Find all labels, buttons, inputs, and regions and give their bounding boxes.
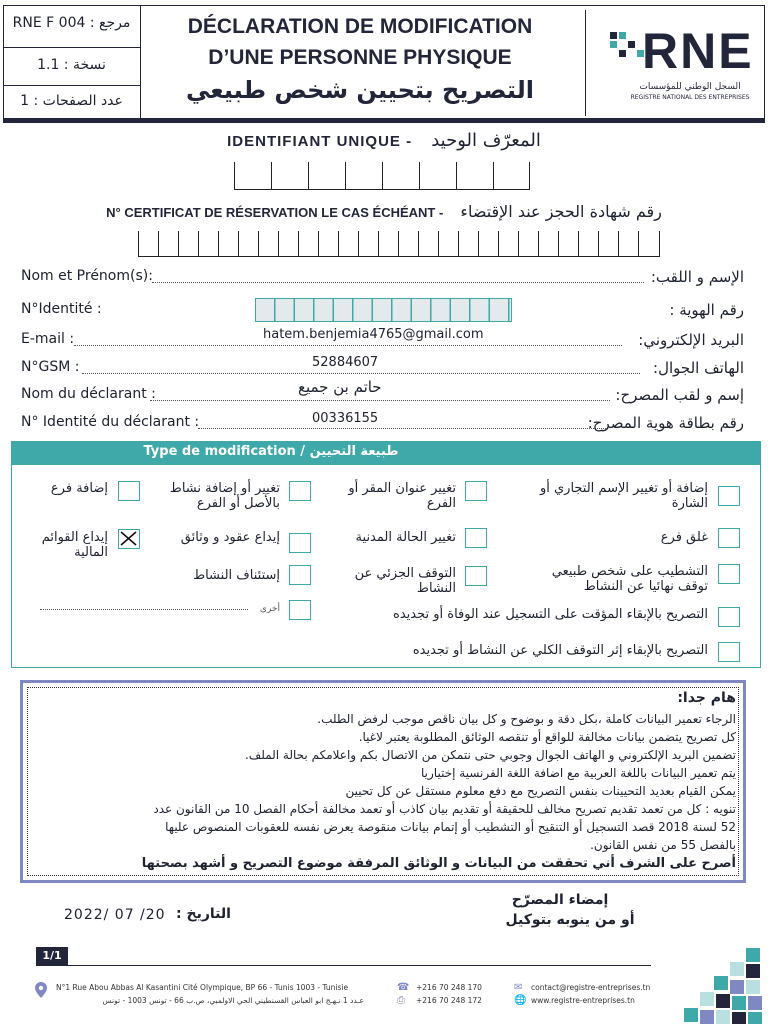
signature-line2: أو من ينوبه بتوكيل (505, 912, 635, 928)
identifiant-label-ar: المعرّف الوحيد (431, 130, 541, 151)
certificat-row (0, 202, 768, 221)
notice-line: بالفصل 55 من نفس القانون. (590, 838, 736, 852)
declarant-input[interactable] (150, 400, 610, 401)
modification-panel (11, 441, 761, 668)
logo-mosaic-icon (610, 32, 644, 62)
ref-version: نسخة : 1.1 (37, 57, 106, 73)
title-ar: التصريح بتحيين شخص طبيعي (186, 76, 534, 104)
header-bottom-bar (3, 118, 765, 123)
option-label: تغيير الحالة المدنية (355, 530, 456, 545)
option-label: التشطيب على شخص طبيعي توقف نهائيا عن النشاط (551, 564, 708, 594)
ref-pages: عدد الصفحات : 1 (20, 93, 123, 109)
declarant-value: حاتم بن جميع (298, 378, 382, 396)
logo-sub-fr: REGISTRE NATIONAL DES ENTREPRISES (630, 94, 750, 101)
notice-line: تضمين البريد الإلكتروني و الهاتف الجوال وجوبي حتى نتمكن من الاتصال بكم واعلامكم بحالة الملف. (244, 748, 736, 762)
gsm-value: 52884607 (312, 355, 379, 370)
footer-rule (36, 965, 651, 966)
identite-label-fr: N°Identité : (21, 301, 102, 317)
ref-box (3, 5, 141, 118)
notice-line: تنويه : كل من تعمد تقديم تصريح مخالف للحقيقة أو تقديم بيان كاذب أو تعمد مخالفة أحكام الفصل 10 من القانون عدد (153, 802, 736, 816)
identifiant-input[interactable] (234, 162, 530, 190)
location-pin-icon (35, 982, 47, 998)
option-checkbox[interactable] (289, 600, 311, 620)
footer-email[interactable]: contact@registre-entreprises.tn (531, 983, 651, 992)
notice-line: كل تصريح يتضمن بيانات مخالفة للواقع أو تنقصه الوثائق المطلوبة يعتبر لاغيا. (358, 730, 736, 744)
logo (585, 10, 764, 116)
phone-icon: ☎ (397, 982, 410, 993)
option-checkbox[interactable] (289, 481, 311, 501)
fax-icon: ⎙ (397, 995, 405, 1006)
identite-label-ar: رقم الهوية : (669, 301, 744, 319)
option-checkbox[interactable] (465, 528, 487, 548)
declarant-label-ar: إسم و لقب المصرح: (615, 386, 744, 404)
option-checkbox[interactable] (718, 486, 740, 506)
option-label: تغيير أو إضافة نشاط بالأصل أو الفرع (169, 481, 280, 511)
identifiant-row (0, 130, 768, 151)
option-checkbox[interactable] (718, 564, 740, 584)
email-label-fr: E-mail : (21, 331, 75, 347)
notice-line: يمكن القيام بعديد التحيينات بنفس التصريح مع دفع معلوم مستقل عن كل تحيين (345, 784, 736, 798)
declarant-id-label-ar: رقم بطاقة هوية المصرح: (587, 414, 744, 432)
mail-icon: ✉ (514, 982, 523, 993)
notice-line: الرجاء تعمير البيانات كاملة ،بكل دقة و بوضوح و كل بيان ناقص موجب لرفض الطلب. (317, 712, 736, 726)
footer-fax: +216 70 248 172 (416, 996, 482, 1005)
page-badge: 1/1 (36, 947, 68, 965)
certificat-label-ar: رقم شهادة الحجز عند الإقتضاء (460, 202, 662, 221)
footer-phone: +216 70 248 170 (416, 983, 482, 992)
declarant-id-input[interactable] (198, 428, 608, 429)
gsm-label-ar: الهاتف الجوال: (653, 359, 744, 377)
option-label: تغيير عنوان المقر أو الفرع (348, 481, 456, 511)
option-checkbox[interactable] (118, 481, 140, 501)
notice-declaration: أصرح على الشرف أني تحققت من البيانات و الوثائق المرفقة موضوع التصريح و أشهد بصحتها (141, 856, 736, 871)
notice-heading: هام جدا: (677, 690, 736, 706)
signature-line1: إمضاء المصرّح (511, 892, 609, 908)
option-checkbox[interactable] (465, 481, 487, 501)
date-value: 2022/ 07 /20 (64, 907, 166, 923)
title-fr-line1: DÉCLARATION DE MODIFICATION (187, 15, 533, 38)
footer-address-ar: عـدد 1 نـهـج ابو العباس القسنطيني الحي الاولمبي، ص.ب 66 - تونس 1003 - تونس (102, 996, 364, 1005)
option-checkbox[interactable] (289, 533, 311, 553)
declarant-label-fr: Nom du déclarant : (21, 386, 156, 402)
option-checkbox[interactable] (718, 528, 740, 548)
option-checkbox[interactable] (718, 607, 740, 627)
notice-line: 52 لسنة 2018 قصد التسجيل أو التنقيح أو التشطيب أو إتمام بيانات منقوصة يعرض نفسه للعقوبات المنصوص عليها (165, 820, 736, 834)
other-input[interactable] (40, 609, 248, 610)
option-label: التصريح بالإبقاء المؤقت على التسجيل عند الوفاة أو تجديده (393, 607, 708, 622)
gsm-label-fr: N°GSM : (21, 359, 80, 375)
option-label: إيداع عقود و وثائق (180, 530, 280, 545)
certificat-label-fr: N° CERTIFICAT DE RÉSERVATION LE CAS ÉCHÉANT - (106, 205, 444, 220)
logo-text: RNE (642, 23, 754, 79)
option-label: إيداع القوائم المالية (41, 530, 108, 560)
declarant-id-label-fr: N° Identité du déclarant : (21, 414, 200, 430)
identifiant-label-fr: IDENTIFIANT UNIQUE - (227, 133, 413, 150)
date-label: التاريخ : (176, 906, 231, 922)
checkmark-x-icon (119, 530, 138, 547)
option-label: أخرى (259, 604, 280, 614)
nom-label-fr: Nom et Prénom(s): (21, 268, 153, 284)
option-checkbox[interactable] (465, 566, 487, 586)
modification-title: Type de modification / طبيعة التحيين (143, 444, 399, 459)
identite-input[interactable] (255, 298, 512, 322)
option-label: إستئناف النشاط (193, 568, 280, 583)
option-label: التصريح بالإبقاء إثر التوقف الكلي عن النشاط أو تجديده (412, 643, 708, 658)
email-label-ar: البريد الإلكتروني: (638, 331, 744, 349)
footer-address-fr: N°1 Rue Abou Abbas Al Kasantini Cité Olympique, BP 66 - Tunis 1003 - Tunisie (56, 983, 349, 992)
footer-web[interactable]: www.registre-entreprises.tn (531, 996, 635, 1005)
certificat-input[interactable] (138, 231, 660, 257)
email-input[interactable] (74, 345, 622, 346)
email-value: hatem.benjemia4765@gmail.com (263, 327, 484, 342)
declarant-id-value: 00336155 (312, 411, 379, 426)
corner-mosaic-icon (660, 940, 768, 1024)
option-label: إضافة فرع (50, 481, 108, 496)
web-icon: 🌐 (514, 995, 527, 1006)
title-fr-line2: D’UNE PERSONNE PHYSIQUE (208, 46, 512, 69)
option-checkbox-checked[interactable] (118, 529, 140, 549)
nom-label-ar: الإسم و اللقب: (650, 268, 744, 286)
option-checkbox[interactable] (289, 565, 311, 585)
gsm-input[interactable] (82, 373, 640, 374)
option-label: التوقف الجزئي عن النشاط (354, 566, 456, 596)
option-checkbox[interactable] (718, 642, 740, 662)
option-label: غلق فرع (660, 530, 708, 545)
ref-code: RNE F 004 : مرجع (12, 15, 131, 31)
notice-line: يتم تعمير البيانات باللغة العربية مع اضافة اللغة الفرنسية إختياريا (421, 766, 736, 780)
logo-sub-ar: السجل الوطني للمؤسسات (639, 82, 741, 92)
option-label: إضافة أو تغيير الإسم التجاري أو الشارة (539, 481, 708, 511)
nom-input[interactable] (152, 282, 644, 283)
